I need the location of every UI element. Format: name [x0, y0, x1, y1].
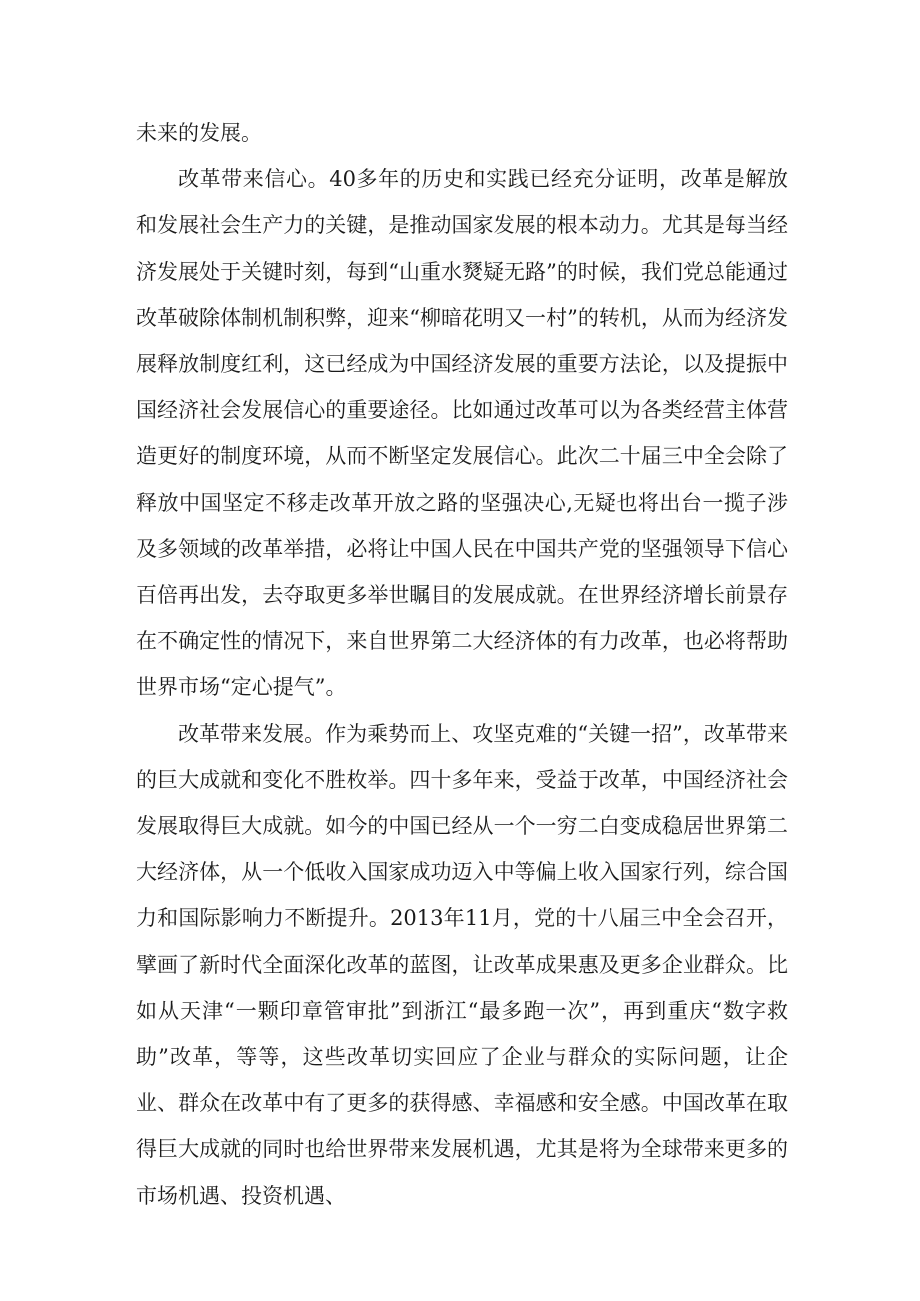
paragraph-reform-confidence: 改革带来信心。40多年的历史和实践已经充分证明，改革是解放和发展社会生产力的关键，是推动国家发展的根本动力。尤其是每当经济发展处于关键时刻，每到“山重水燹疑无路”的时候，我们党总能通过改革破除体制机制积弊，迎来“柳暗花明又一村”的转机，从而为经济发展释放制度红利，这已经成为中国经济发展的重要方法论，以及提振中国经济社会发展信心的重要途径。比如通过改革可以为各类经营主体营造更好的制度环境，从而不断坚定发展信心。此次二十届三中全会除了释放中国坚定不移走改革开放之路的坚强决心,无疑也将出台一揽子涉及多领域的改革举措，必将让中国人民在中国共产党的坚强领导下信心百倍再出发，去夺取更多举世瞩目的发展成就。在世界经济增长前景存在不确定性的情况下，来自世界第二大经济体的有力改革，也必将帮助世界市场“定心提气”。 [136, 167, 788, 700]
paragraph-continuation: 未来的发展。 [136, 121, 262, 145]
paragraph-reform-development: 改革带来发展。作为乘势而上、攻坚克难的“关键一招”，改革带来的巨大成就和变化不胜枚举。四十多年来，受益于改革，中国经济社会发展取得巨大成就。如今的中国已经从一个一穷二白变成稳居世界第二大经济体，从一个低收入国家成功迈入中等偏上收入国家行列，综合国力和国际影响力不断提升。2013年11月，党的十八届三中全会召开，擘画了新时代全面深化改革的蓝图，让改革成果惠及更多企业群众。比如从天津“一颗印章管审批”到浙江“最多跑一次”，再到重庆“数字救助”改革，等等，这些改革切实回应了企业与群众的实际问题，让企业、群众在改革中有了更多的获得感、幸福感和安全感。中国改革在取得巨大成就的同时也给世界带来发展机遇，尤其是将为全球带来更多的市场机遇、投资机遇、 [136, 721, 788, 1208]
document-body [136, 110, 788, 1219]
